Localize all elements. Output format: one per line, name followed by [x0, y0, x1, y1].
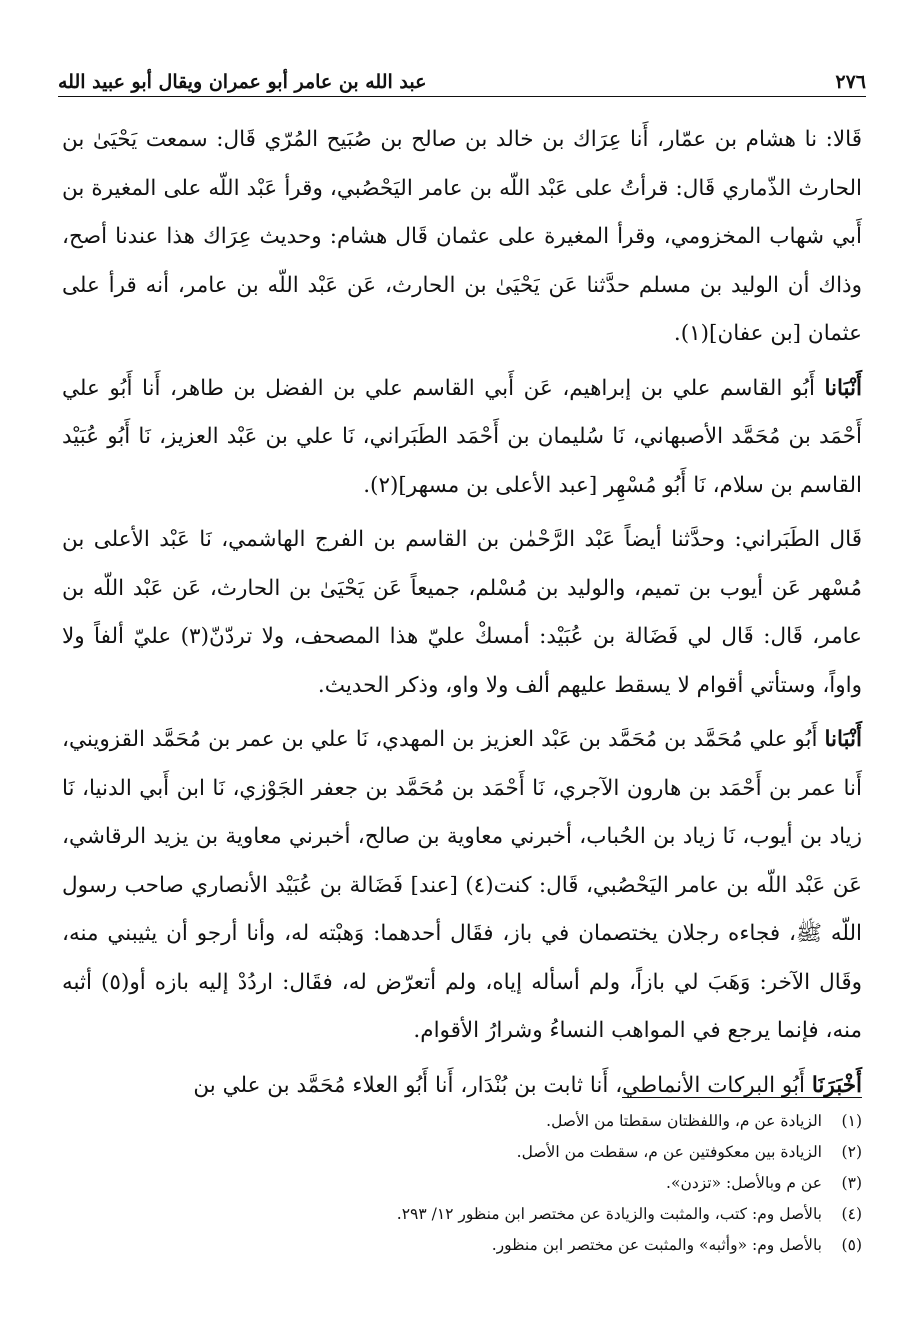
- running-head: [58, 58, 866, 94]
- paragraph: [62, 116, 862, 359]
- paragraph: [62, 516, 862, 710]
- paragraph-lead: أَخْبَرَنَا: [811, 1072, 862, 1098]
- paragraph: [62, 1062, 862, 1111]
- paragraph-text: أَبُو البركات الأنماطي، أَنا ثابت بن بُنْدَار، أَنا أَبُو العلاء مُحَمَّد بن علي بن: [193, 1072, 812, 1098]
- footnote-number: (٤): [841, 1205, 862, 1223]
- footnote-text: بالأصل وم: «وأثبه» والمثبت عن مختصر ابن منظور.: [491, 1236, 822, 1254]
- paragraph: [62, 716, 862, 1056]
- footnote-text: بالأصل وم: كتب، والمثبت والزيادة عن مختصر ابن منظور ١٢/ ٢٩٣.: [396, 1205, 822, 1223]
- footnote-number: (٣): [841, 1174, 862, 1192]
- footnote: [62, 1106, 862, 1137]
- footnote: [62, 1199, 862, 1230]
- paragraph: [62, 365, 862, 511]
- paragraph-lead: أَنْبَانا: [824, 727, 862, 752]
- footnotes: [62, 1106, 862, 1261]
- footnote-number: (٥): [841, 1236, 862, 1254]
- paragraph-text: قَالا: نا هشام بن عمّار، أَنا عِرَاك بن خالد بن صالح بن صُبَيح المُرّي قَال: سمعت يَحْيَىٰ بن الحارث الذّماري قَال: قرأتُ على عَبْد اللّه بن عامر اليَحْصُبي، وقرأ عَبْد اللّه على المغيرة بن أَبي شهاب المخزومي، وقرأ المغيرة على عثمان قَال هشام: وحديث عِرَاك هذا عندنا أصح، وذاك أن الوليد بن مسلم حدَّثنا عَن يَحْيَىٰ بن الحارث، عَن عَبْد اللّه بن عامر، أنه قرأ على عثمان [بن عفان](١).: [62, 127, 862, 346]
- paragraph-text: أَبُو القاسم علي بن إبراهيم، عَن أَبي القاسم علي بن الفضل بن طاهر، أَنا أَبُو علي أَحْمَد بن مُحَمَّد الأصبهاني، نَا سُليمان بن أَحْمَد الطَبَراني، نَا علي بن عَبْد العزيز، نَا أَبُو عُبَيْد القاسم بن سلام، نَا أَبُو مُسْهِر [عبد الأعلى بن مسهر](٢).: [62, 375, 862, 498]
- header-rule: [58, 96, 866, 97]
- paragraph-lead: أَنْبَانا: [824, 375, 862, 401]
- footnote-text: عن م وبالأصل: «تزدن».: [666, 1174, 822, 1192]
- footnote: [62, 1230, 862, 1261]
- paragraph-text: أَبُو علي مُحَمَّد بن مُحَمَّد بن عَبْد العزيز بن المهدي، نَا علي بن عمر بن مُحَمَّد القزويني، أَنا عمر بن أَحْمَد بن هارون الآجري، نَا أَحْمَد بن مُحَمَّد بن جعفر الجَوْزي، نَا ابن أَبي الدنيا، نَا زياد بن أيوب، نَا زياد بن الحُباب، أخبرني معاوية بن صالح، أخبرني معاوية بن يزيد الرقاشي، عَن عَبْد اللّه بن عامر اليَحْصُبي، قَال: كنت(٤) [عند] فَضَالة بن عُبَيْد الأنصاري صاحب رسول اللّه ﷺ، فجاءه رجلان يختصمان في باز، فقَال أحدهما: وَهبْته له، وأنا أرجو أن يثيبني منه، وقَال الآخر: وَهَبَ لي بازاً، ولم أسأله إياه، ولم أتعرّض له، فقَال: اردُدْ إليه بازه أو(٥) أثبه منه، فإنما يرجع في المواهب النساءُ وشرارُ الأقوام.: [62, 727, 862, 1043]
- paragraph-text: قَال الطَبَراني: وحدَّثنا أيضاً عَبْد الرَّحْمٰن بن القاسم بن الفرج الهاشمي، نَا عَبْد الأعلى بن مُسْهر عَن أيوب بن تميم، والوليد بن مُسْلم، جميعاً عَن يَحْيَىٰ بن الحارث، عَن عَبْد اللّه بن عامر، قَال: قَال لي فَضَالة بن عُبَيْد: أمسكْ عليّ هذا المصحف، ولا تردّنّ(٣) عليّ ألفاً ولا واواً، وستأتي أقوام لا يسقط عليهم ألف ولا واو، وذكر الحديث.: [62, 527, 862, 698]
- main-text: [62, 116, 862, 1116]
- footnote-rule: [622, 1097, 862, 1098]
- page-number: ٢٧٦: [835, 71, 866, 93]
- running-title: عبد الله بن عامر أبو عمران ويقال أبو عبيد الله: [58, 71, 427, 93]
- footnote: [62, 1168, 862, 1199]
- footnote: [62, 1137, 862, 1168]
- footnote-text: الزيادة بين معكوفتين عن م، سقطت من الأصل.: [516, 1143, 822, 1161]
- footnote-number: (٢): [841, 1143, 862, 1161]
- footnote-number: (١): [841, 1112, 862, 1130]
- footnote-text: الزيادة عن م، واللفظتان سقطتا من الأصل.: [546, 1112, 822, 1130]
